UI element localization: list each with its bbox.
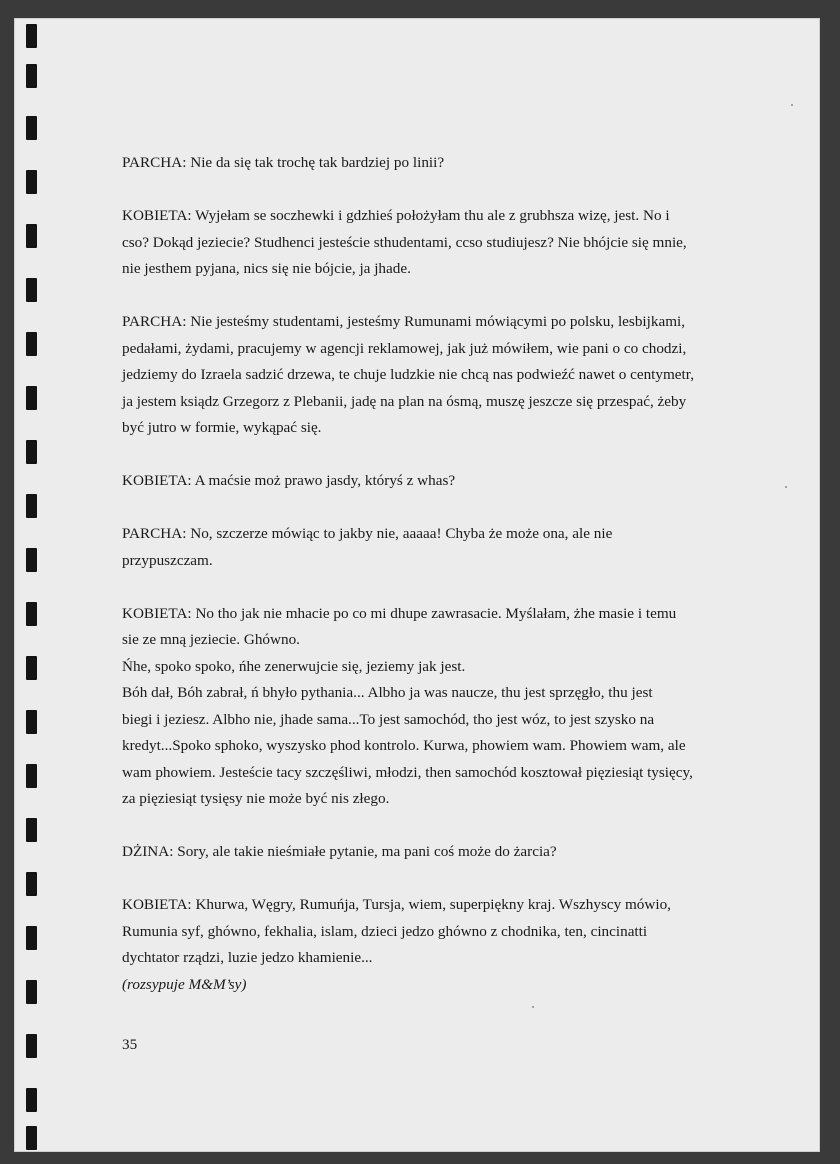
binding-hole <box>26 64 37 88</box>
dialogue-kobieta <box>122 892 722 998</box>
text-line: Ńhe, spoko spoko, ńhe zenerwujcie się, jeziemy jak jest. <box>122 657 466 675</box>
stage-direction: (rozsypuje M&M’sy) <box>122 975 247 993</box>
binding-hole <box>26 818 37 842</box>
binding-hole <box>26 602 37 626</box>
text-line: DŻINA: Sory, ale takie nieśmiałe pytanie, ma pani coś może do żarcia? <box>122 843 557 860</box>
dialogue-dzina <box>122 839 722 866</box>
binding-hole <box>26 1088 37 1112</box>
dialogue-parcha <box>122 309 722 442</box>
binding-hole <box>26 24 37 48</box>
dialogue-kobieta <box>122 468 722 495</box>
text-line: za pięziesiąt tysięsy nie może być nis złego. <box>122 790 390 807</box>
binding-hole <box>26 548 37 572</box>
dialogue-parcha <box>122 150 722 177</box>
dialogue-kobieta <box>122 601 722 813</box>
binding-hole <box>26 872 37 896</box>
text-line: KOBIETA: No tho jak nie mhacie po co mi dhupe zawrasacie. Myślałam, żhe masie i temu <box>122 604 677 622</box>
binding-hole <box>26 332 37 356</box>
text-line: PARCHA: No, szczerze mówiąc to jakby nie, aaaaa! Chyba że może ona, ale nie <box>122 525 613 542</box>
binding-hole <box>26 710 37 734</box>
text-line: pedałami, żydami, pracujemy w agencji reklamowej, jak już mówiłem, wie pani o co chodzi, <box>122 339 687 357</box>
binding-hole <box>26 170 37 194</box>
paper-speck <box>791 104 793 106</box>
text-line: Rumunia syf, ghówno, fekhalia, islam, dzieci jedzo ghówno z chodnika, ten, cincinatti <box>122 922 648 940</box>
text-line: PARCHA: Nie da się tak trochę tak bardziej po linii? <box>122 154 445 171</box>
paper-speck <box>785 486 787 488</box>
text-line: być jutro w formie, wykąpać się. <box>122 419 322 436</box>
binding-hole <box>26 1126 37 1150</box>
page-number: 35 <box>122 1036 138 1053</box>
spiral-binding <box>26 18 38 1152</box>
text-line: jedziemy do Izraela sadzić drzewa, te chuje ludzkie nie chcą nas podwieźć nawet o centymetr, <box>122 366 695 383</box>
text-line: Bóh dał, Bóh zabrał, ń bhyło pythania... Albho ja was naucze, thu jest sprzęgło, thu jest <box>122 684 653 701</box>
binding-hole <box>26 278 37 302</box>
dialogue-parcha <box>122 521 722 574</box>
text-line: kredyt...Spoko sphoko, wyszysko phod kontrolo. Kurwa, phowiem wam. Phowiem wam, ale <box>122 737 686 754</box>
text-line: KOBIETA: Khurwa, Węgry, Rumuńja, Tursja, wiem, superpiękny kraj. Wszhyscy mówio, <box>122 896 671 913</box>
text-line: biegi i jeziesz. Albho nie, jhade sama...To jest samochód, tho jest wóz, to jest szysko na <box>122 710 655 728</box>
dialogue-kobieta <box>122 203 722 283</box>
binding-hole <box>26 386 37 410</box>
binding-hole <box>26 926 37 950</box>
text-line: dychtator rządzi, luzie jedzo khamienie... <box>122 949 373 966</box>
binding-hole <box>26 224 37 248</box>
binding-hole <box>26 764 37 788</box>
text-line: KOBIETA: A maćsie moż prawo jasdy, któryś z whas? <box>122 472 456 489</box>
text-line: ja jestem ksiądz Grzegorz z Plebanii, jadę na plan na ósmą, muszę jeszcze się przespać, żeby <box>122 392 687 410</box>
text-line: przypuszczam. <box>122 551 213 569</box>
text-line: cso? Dokąd jeziecie? Studhenci jesteście sthudentami, ccso studiujesz? Nie bhójcie się mnie, <box>122 233 687 251</box>
binding-hole <box>26 116 37 140</box>
text-line: wam phowiem. Jesteście tacy szczęśliwi, młodzi, then samochód kosztował pięziesiąt tysięcy, <box>122 763 693 781</box>
binding-hole <box>26 440 37 464</box>
binding-hole <box>26 1034 37 1058</box>
text-line: PARCHA: Nie jesteśmy studentami, jesteśmy Rumunami mówiącymi po polsku, lesbijkami, <box>122 313 686 330</box>
text-line: nie jesthem pyjana, nics się nie bójcie, ja jhade. <box>122 260 411 277</box>
binding-hole <box>26 494 37 518</box>
script-text <box>122 150 722 1025</box>
text-line: KOBIETA: Wyjełam se soczhewki i gdzhieś położyłam thu ale z grubhsza wizę, jest. No i <box>122 207 670 224</box>
binding-hole <box>26 980 37 1004</box>
text-line: sie ze mną jeziecie. Ghówno. <box>122 631 300 648</box>
binding-hole <box>26 656 37 680</box>
